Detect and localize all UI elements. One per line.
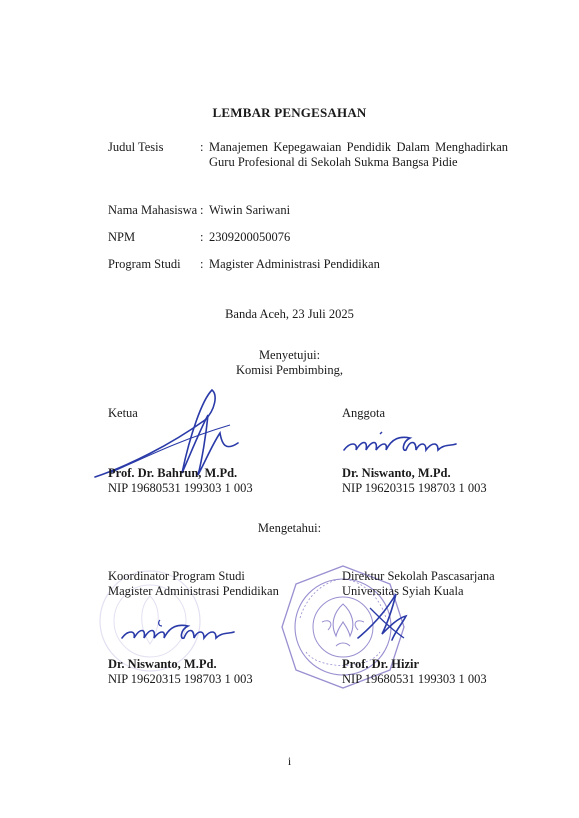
ketua-role: Ketua <box>108 406 138 420</box>
field-label: Judul Tesis <box>108 140 164 154</box>
field-label: NPM <box>108 230 136 244</box>
koordinator-signature <box>118 612 238 652</box>
field-colon: : <box>200 230 204 244</box>
koordinator-role-line1: Koordinator Program Studi <box>108 569 245 583</box>
koordinator-nip: NIP 19620315 198703 1 003 <box>108 672 253 686</box>
acknowledgement-heading: Mengetahui: <box>257 521 322 535</box>
anggota-name: Dr. Niswanto, M.Pd. <box>342 466 451 480</box>
direktur-nip: NIP 19680531 199303 1 003 <box>342 672 487 686</box>
direktur-signature <box>352 588 412 648</box>
ketua-name: Prof. Dr. Bahrun, M.Pd. <box>108 466 238 480</box>
field-label: Nama Mahasiswa <box>108 203 198 217</box>
field-label: Program Studi <box>108 257 181 271</box>
approval-heading: Menyetujui: <box>258 348 321 362</box>
koordinator-role-line2: Magister Administrasi Pendidikan <box>108 584 279 598</box>
direktur-role-line2: Universitas Syiah Kuala <box>342 584 464 598</box>
field-judul-tesis <box>108 140 508 188</box>
direktur-name: Prof. Dr. Hizir <box>342 657 420 671</box>
field-colon: : <box>200 140 204 154</box>
committee-heading: Komisi Pembimbing, <box>236 363 343 377</box>
koordinator-name: Dr. Niswanto, M.Pd. <box>108 657 217 671</box>
field-value: Magister Administrasi Pendidikan <box>209 257 380 271</box>
ketua-nip: NIP 19680531 199303 1 003 <box>108 481 253 495</box>
anggota-role: Anggota <box>342 406 386 420</box>
field-value: Wiwin Sariwani <box>209 203 291 217</box>
field-colon: : <box>200 203 204 217</box>
page-title: LEMBAR PENGESAHAN <box>212 105 367 120</box>
field-value: 2309200050076 <box>209 230 291 244</box>
anggota-signature <box>340 428 460 464</box>
place-date: Banda Aceh, 23 Juli 2025 <box>225 307 354 321</box>
field-value: Manajemen Kepegawaian Pendidik Dalam Menghadirkan Guru Profesional di Sekolah Sukma Bangsa Pidie <box>209 140 508 169</box>
field-colon: : <box>200 257 204 271</box>
direktur-role-line1: Direktur Sekolah Pascasarjana <box>342 569 495 583</box>
anggota-nip: NIP 19620315 198703 1 003 <box>342 481 487 495</box>
page-number: i <box>287 754 292 768</box>
